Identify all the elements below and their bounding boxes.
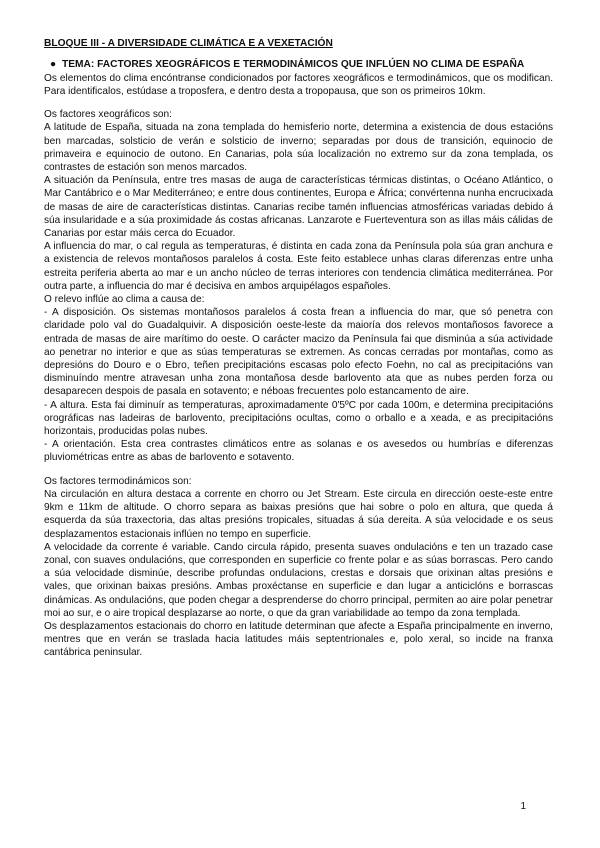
- sea-influence-paragraph: A influencia do mar, o cal regula as temperaturas, é distinta en cada zona da Península pola súa gran anchura e a existencia de relevos montañosos paralelos á costa. Este feito establece unhas claras diferenzas entre unha estreita periferia aberta ao mar e un ancho núcleo de terras interiores con tendencia climática mediterránea. Por outra parte, a influencia do mar é decisiva en ambos arquipélagos españoles.: [44, 241, 553, 292]
- jet-displacement-paragraph: Os desplazamentos estacionais do chorro en latitude determinan que afecte a España principalmente en inverno, mentres que en verán se traslada hacia latitudes máis septentrionales e, polo xeral, so incide na franxa cantábrica peninsular.: [44, 620, 553, 659]
- relief-altitude-paragraph: - A altura. Esta fai diminuír as temperaturas, aproximadamente 0'5ºC por cada 100m, e determina precipitacións orográficas nas ladeiras de barlovento, precipitacións ocultas, como o orballo e a xeada, e as precipitacións horizontais, producidas polas nubes.: [44, 399, 553, 438]
- page-number: 1: [520, 801, 526, 812]
- jet-stream-paragraph: Na circulación en altura destaca a corrente en chorro ou Jet Stream. Este circula en dirección oeste-este entre 9km e 11km de altitude. O chorro separa as baixas presións que hai sobre o polo en altura, que queda á esquerda da súa traxectoria, das altas presións tropicales, situadas á súa dereita. A súa velocidade e os seus desplazamentos estacionais inflúen no tempo en superficie.: [44, 488, 553, 540]
- jet-velocity-paragraph: A velocidade da corrente é variable. Cando circula rápido, presenta suaves ondulacións e ten un trazado case zonal, con suaves ondulacións, que corresponden en superficie co frente polar e as súas borrascas. Pero cando a súa velocidade disminúe, describe profundas ondulacions, crestas e dorsais que orixinan altas presións e vales, que orixinan baixas presións. Ambas proxéctanse en superficie e dan lugar a anticiclóns e borrascas dinámicas. As ondulacións, que poden chegar a desprenderse do chorro principal, permiten ao aire polar penetrar moi ao sur, e o aire tropical desplazarse ao norte, o que da gran variabilidade ao tempo da zona templada.: [44, 541, 553, 619]
- intro-paragraph: Os elementos do clima encóntranse condicionados por factores xeográficos e termodinámicos, que os modifican. Para identificalos, estúdase a troposfera, e dentro desta a tropopausa, que son os primeiros 10km.: [44, 72, 553, 97]
- topic-title-text: TEMA: FACTORES XEOGRÁFICOS E TERMODINÁMICOS QUE INFLÚEN NO CLIMA DE ESPAÑA: [62, 59, 525, 71]
- geographic-factors-title: Os factores xeográficos son:: [44, 109, 172, 121]
- bullet-icon: ●: [50, 59, 57, 71]
- thermodynamic-factors-title: Os factores termodinámicos son:: [44, 475, 192, 487]
- document-body: [44, 37, 553, 660]
- relief-disposition-paragraph: - A disposición. Os sistemas montañosos paralelos á costa frean a influencia do mar, que só penetra con claridade polo val do Guadalquivir. A disposición oeste-leste da maioría dos relevos montañosos favorece a entrada de masas de aire marítimo do oeste. O carácter macizo da Península fai que disminúa a súa actividade ao penetrar no interior e que as súas temperaturas se extremen. As concas cerradas por montañas, como as depresións do Douro e o Ebro, teñen precipitacións escasas polo efecto Foehn, no cal as precipitacións van disminuíndo mentre atravesan unha zona montañosa desde barlovento ata que as nubes perden forza ou desaparecen despois de pasala en sotavento; e néboas frecuentes polo estancamento de aire.: [44, 307, 553, 398]
- topic-title: [44, 59, 553, 72]
- relief-orientation-paragraph: - A orientación. Esta crea contrastes climáticos entre as solanas e os avesedos ou humbrías e diferenzas pluviométricas entre as abas de barlovento e sotavento.: [44, 439, 553, 464]
- relief-intro: O relevo inflúe ao clima a causa de:: [44, 294, 205, 306]
- latitude-paragraph: A latitude de España, situada na zona templada do hemisferio norte, determina a existencia de dous estacións ben marcadas, solsticio de verán e solsticio de inverno; separadas por dous de transición, equinocio de primaveira e equinocio de outono. En Canarias, pola súa localización no extremo sur da zona templada, os contrastes de estación son menos marcados.: [44, 122, 553, 174]
- section-heading: BLOQUE III - A DIVERSIDADE CLIMÁTICA E A VEXETACIÓN: [44, 38, 333, 49]
- situation-paragraph: A situación da Península, entre tres masas de auga de características térmicas distintas, o Océano Atlántico, o Mar Cantábrico e o Mar Mediterráneo; e entre dous continentes, Europa e África; convértenna nunha encrucixada de masas de aire de características distintas. Canarias recibe tamén influencias atmosféricas variadas debido á súa insularidade e a súa proximidade ás costas africanas. Lanzarote e Fuerteventura son as illas máis cálidas de Canarias por estar máis cerca do Ecuador.: [44, 175, 553, 240]
